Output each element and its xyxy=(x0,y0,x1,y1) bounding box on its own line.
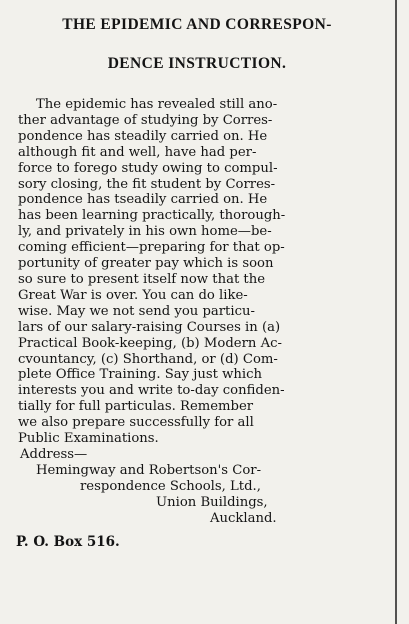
address-line: respondence Schools, Ltd., xyxy=(80,478,261,494)
body-line: Great War is over. You can do like- xyxy=(18,287,248,303)
body-line: coming efficient—preparing for that op- xyxy=(18,240,285,256)
address-label: Address— xyxy=(20,446,88,462)
body-line: pondence has tseadily carried on. He xyxy=(18,192,268,208)
body-line: Practical Book-keeping, (b) Modern Ac- xyxy=(18,335,282,351)
body-line: so sure to present itself now that the xyxy=(18,271,266,287)
body-line: force to forego study owing to compul- xyxy=(18,160,278,176)
newspaper-clipping xyxy=(12,14,382,550)
column-rule xyxy=(395,0,397,624)
headline-line-1: THE EPIDEMIC AND CORRESPON- xyxy=(62,16,332,33)
po-box: P. O. Box 516. xyxy=(16,534,120,551)
body-line: ly, and privately in his own home—be- xyxy=(18,224,272,240)
body-line: The epidemic has revealed still ano- xyxy=(36,97,278,112)
body-line: lars of our salary-raising Courses in (a) xyxy=(18,319,281,335)
address-line: Union Buildings, xyxy=(156,494,268,510)
article-body xyxy=(12,97,382,447)
headline-line-2: DENCE INSTRUCTION. xyxy=(107,55,287,72)
body-line: we also prepare successfully for all xyxy=(18,415,254,431)
body-line: portunity of greater pay which is soon xyxy=(18,256,274,272)
body-line: pondence has steadily carried on. He xyxy=(18,128,268,144)
body-line: has been learning practically, thorough- xyxy=(18,208,286,224)
body-line: ther advantage of studying by Corres- xyxy=(18,112,273,128)
address-line: Auckland. xyxy=(210,510,277,526)
body-line: plete Office Training. Say just which xyxy=(18,367,263,383)
body-line: tially for full particulas. Remember xyxy=(18,399,254,415)
headline xyxy=(12,14,382,75)
body-line: cvountancy, (c) Shorthand, or (d) Com- xyxy=(18,351,278,367)
address-block xyxy=(12,447,382,527)
address-line: Hemingway and Robertson's Cor- xyxy=(36,462,262,478)
body-line: wise. May we not send you particu- xyxy=(18,303,255,319)
body-line: interests you and write to-day confiden- xyxy=(18,383,285,399)
body-line: sory closing, the fit student by Corres- xyxy=(18,176,276,192)
body-line: although fit and well, have had per- xyxy=(18,144,257,160)
body-line: Public Examinations. xyxy=(18,431,159,447)
